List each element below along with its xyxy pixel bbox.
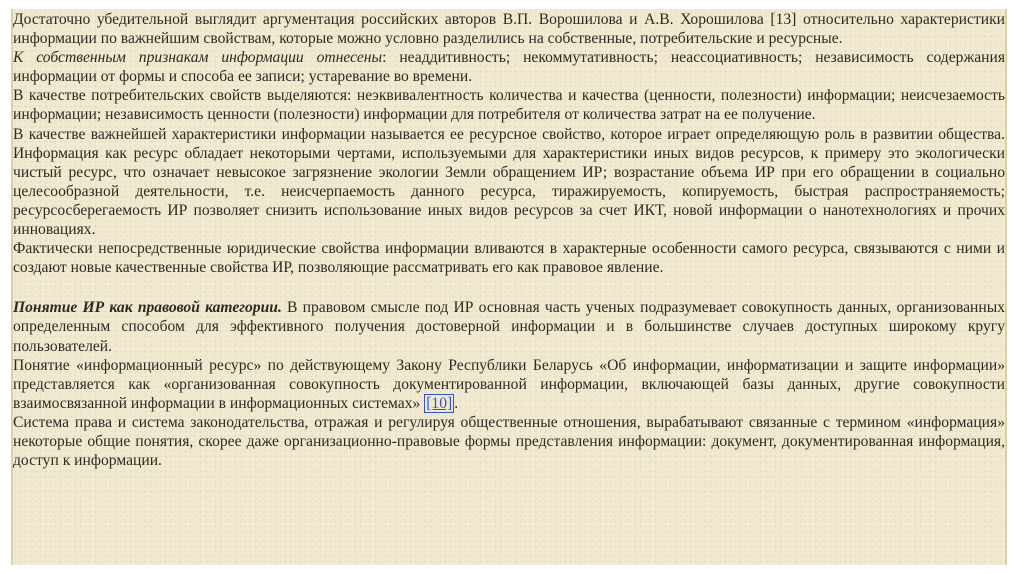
paragraph-4: [13, 125, 1005, 240]
paragraph-7-end: .: [454, 394, 459, 412]
paragraph-3-text: В качестве потребительских свойств выделяются: неэквивалентность количества и качества (ценности, полезности) информации; неисчезаемость информации; независимость ценности (полезности) информации для потребителя от количества затрат на ее получение.: [13, 87, 1005, 124]
document-body: [13, 10, 1005, 470]
paragraph-7: [13, 356, 1005, 413]
section-heading: Понятие ИР как правовой категории.: [13, 299, 282, 317]
paragraph-8: [13, 413, 1005, 470]
paragraph-8-text: Система права и система законодательства, отражая и регулируя общественные отношения, вырабатывают связанные с термином «информация» некоторые общие понятия, скорее даже организационно-правовые формы представления информации: документ, документированная информация, доступ к информации.: [13, 413, 1005, 470]
paragraph-6: [13, 298, 1005, 355]
paragraph-1: [13, 10, 1005, 48]
paragraph-2-lead: К собственным признакам информации отнесены: [13, 49, 383, 67]
paragraph-2: [13, 48, 1005, 86]
section-gap: [13, 277, 1005, 298]
paragraph-5: [13, 239, 1005, 277]
paragraph-6-text: В правовом смысле под ИР основная часть ученых подразумевает совокупность данных, организованных определенным способом для эффективного получения достоверной информации и в большинстве случаев доступных широкому кругу пользователей.: [13, 299, 1005, 355]
paragraph-4-text: В качестве важнейшей характеристики информации называется ее ресурсное свойство, которое играет определяющую роль в развитии общества. Информация как ресурс обладает некоторыми чертами, используемыми для характеристики иных видов ресурсов, к примеру это экологически чистый ресурс, что означает невысокое загрязнение экологии Земли обращением ИР; возрастание объема ИР при его обращении в социально целесообразной деятельности, т.е. неисчерпаемость данного ресурса, тиражируемость, копируемость, быстрая распространяемость; ресурсосберегаемость ИР позволяет снизить использование иных видов ресурсов за счет ИКТ, новой информации о нанотехнологиях и прочих инновациях.: [13, 125, 1005, 239]
paragraph-2-text: : неаддитивность; некоммутативность; неассоциативность; независимость содержания информации от формы и способа ее записи; устаревание во времени.: [13, 49, 1005, 86]
paragraph-7-text: Понятие «информационный ресурс» по действующему Закону Республики Беларусь «Об информации, информатизации и защите информации» представляется как «организованная совокупность документированной информации, включающей базы данных, другие совокупности взаимосвязанной информации в информационных системах»: [13, 356, 1005, 412]
paragraph-3: [13, 86, 1005, 124]
paragraph-1-text: Достаточно убедительной выглядит аргументация российских авторов В.П. Ворошилова и А.В. Хорошилова [13] относительно характеристики информации по важнейшим свойствам, которые можно условно разделились на собственные, потребительские и ресурсные.: [13, 11, 1005, 48]
reference-link[interactable]: [10]: [426, 394, 453, 412]
paragraph-5-text: Фактически непосредственные юридические свойства информации вливаются в характерные особенности самого ресурса, связываются с ними и создают новые качественные свойства ИР, позволяющие рассматривать его как правовое явление.: [13, 240, 1005, 277]
